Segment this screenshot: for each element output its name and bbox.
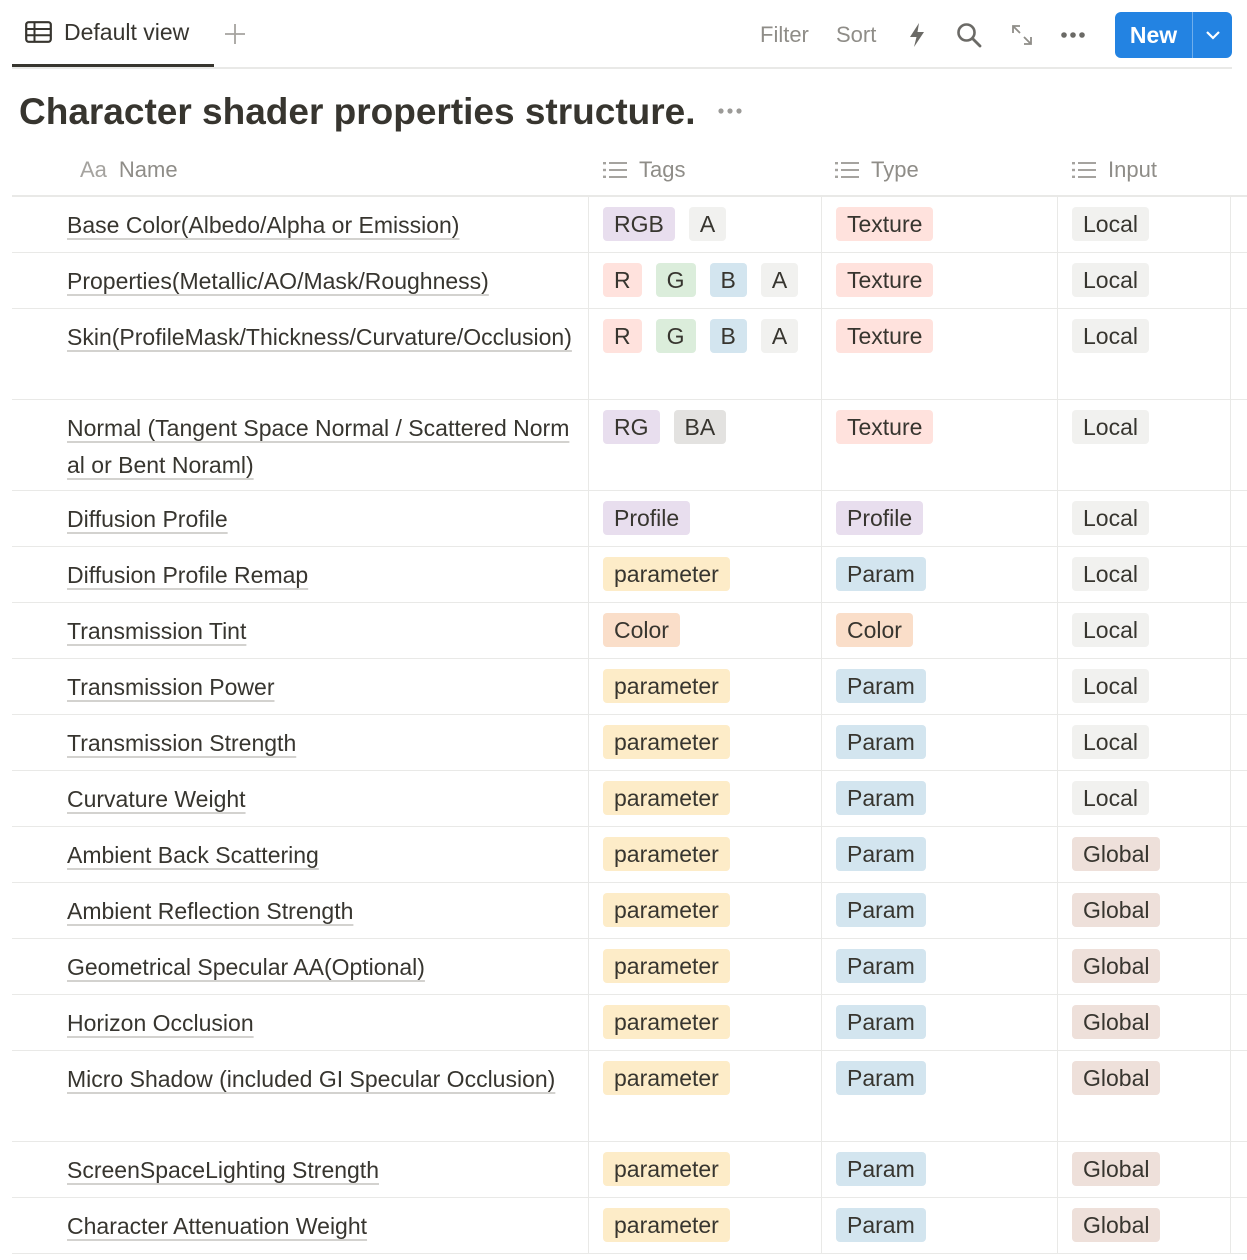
search-icon (956, 22, 982, 48)
row-title-link[interactable]: Character Attenuation Weight (67, 1213, 368, 1239)
table-header (12, 145, 1247, 197)
tag-pill: parameter (603, 669, 730, 703)
table-row[interactable] (12, 400, 1247, 491)
cell-name (12, 659, 588, 714)
cell-input[interactable] (1057, 883, 1230, 938)
tag-pill: RGB (603, 207, 675, 241)
tag-list (603, 1005, 821, 1039)
lightning-icon (907, 22, 927, 48)
cell-type[interactable] (821, 883, 1057, 938)
cell-name (12, 1051, 588, 1141)
row-title-link[interactable]: Ambient Back Scattering (67, 842, 319, 868)
cell-name (12, 1142, 588, 1197)
tag-pill: parameter (603, 1061, 730, 1095)
cell-input[interactable] (1057, 715, 1230, 770)
cell-name (12, 995, 588, 1050)
cell-name (12, 400, 588, 490)
tag-list (603, 1152, 821, 1186)
cell-tags[interactable] (588, 939, 821, 994)
cell-name (12, 309, 588, 399)
row-title-link[interactable]: Transmission Power (67, 674, 275, 700)
row-title-link[interactable]: Normal (Tangent Space Normal / Scattered Normal or Bent Noraml) (67, 415, 570, 478)
tag-list (603, 410, 821, 444)
cell-name (12, 253, 588, 308)
tag-list (603, 557, 821, 591)
tag-pill: G (656, 319, 696, 353)
cell-input[interactable] (1057, 547, 1230, 602)
tag-list (603, 1208, 821, 1242)
cell-tags[interactable] (588, 1051, 821, 1141)
cell-extra (1230, 827, 1247, 882)
cell-input[interactable] (1057, 603, 1230, 658)
cell-name (12, 491, 588, 546)
table-row[interactable] (12, 197, 1247, 253)
type-pill: Param (836, 781, 926, 815)
cell-input[interactable] (1057, 1198, 1230, 1253)
cell-tags[interactable] (588, 715, 821, 770)
row-title-link[interactable]: Base Color(Albedo/Alpha or Emission) (67, 212, 460, 238)
tag-list (603, 1061, 821, 1095)
table-row[interactable] (12, 491, 1247, 547)
type-pill: Param (836, 669, 926, 703)
cell-tags[interactable] (588, 659, 821, 714)
type-pill: Param (836, 1005, 926, 1039)
table-row[interactable] (12, 309, 1247, 400)
cell-type[interactable] (821, 1051, 1057, 1141)
row-title-link[interactable]: Curvature Weight (67, 786, 246, 812)
more-options-button[interactable] (1058, 20, 1088, 50)
row-title-link[interactable]: Properties(Metallic/AO/Mask/Roughness) (67, 268, 489, 294)
tag-pill: parameter (603, 837, 730, 871)
cell-name (12, 547, 588, 602)
row-title-link[interactable]: Geometrical Specular AA(Optional) (67, 954, 425, 980)
cell-input[interactable] (1057, 309, 1230, 399)
cell-extra (1230, 883, 1247, 938)
cell-tags[interactable] (588, 197, 821, 252)
view-toolbar (0, 0, 1247, 70)
plus-icon (224, 23, 246, 45)
cell-input[interactable] (1057, 491, 1230, 546)
input-pill: Local (1072, 263, 1149, 297)
cell-extra (1230, 1051, 1247, 1141)
table-row[interactable] (12, 995, 1247, 1051)
type-pill: Texture (836, 207, 933, 241)
automation-button[interactable] (902, 20, 932, 50)
more-dots-icon (717, 107, 743, 115)
type-pill: Param (836, 837, 926, 871)
cell-type[interactable] (821, 715, 1057, 770)
tag-list (603, 263, 821, 297)
column-header-label: Input (1108, 157, 1157, 182)
cell-name (12, 603, 588, 658)
type-pill: Param (836, 1061, 926, 1095)
cell-input[interactable] (1057, 659, 1230, 714)
cell-name (12, 197, 588, 252)
table-row[interactable] (12, 1051, 1247, 1142)
text-aa-icon: Aa (80, 157, 107, 182)
cell-extra (1230, 771, 1247, 826)
cell-type[interactable] (821, 197, 1057, 252)
cell-type[interactable] (821, 771, 1057, 826)
expand-arrows-icon (1010, 23, 1034, 47)
column-header-label: Name (118, 157, 178, 182)
cell-type[interactable] (821, 659, 1057, 714)
page-title: Character shader properties structure. (19, 91, 696, 132)
cell-extra (1230, 715, 1247, 770)
tag-pill: BA (674, 410, 727, 444)
cell-extra (1230, 491, 1247, 546)
tag-pill: A (761, 263, 798, 297)
row-title-link[interactable]: Diffusion Profile Remap (67, 562, 309, 588)
tag-list (603, 207, 821, 241)
list-icon (835, 161, 859, 179)
cell-input[interactable] (1057, 253, 1230, 308)
tag-pill: parameter (603, 725, 730, 759)
cell-extra (1230, 659, 1247, 714)
type-pill: Param (836, 1208, 926, 1242)
sort-button[interactable]: Sort (836, 22, 877, 47)
tag-list (603, 837, 821, 871)
input-pill: Global (1072, 1208, 1160, 1242)
column-header-name[interactable] (12, 145, 588, 195)
cell-tags[interactable] (588, 309, 821, 399)
input-pill: Global (1072, 837, 1160, 871)
tag-pill: parameter (603, 949, 730, 983)
tag-list (603, 669, 821, 703)
table-row[interactable] (12, 659, 1247, 715)
column-header-tags[interactable] (588, 145, 821, 195)
input-pill: Local (1072, 557, 1149, 591)
type-pill: Texture (836, 319, 933, 353)
table-icon (25, 21, 52, 43)
cell-name (12, 939, 588, 994)
cell-tags[interactable] (588, 771, 821, 826)
expand-button[interactable] (1007, 20, 1037, 50)
row-title-link[interactable]: ScreenSpaceLighting Strength (67, 1157, 379, 1183)
filter-button[interactable]: Filter (760, 22, 809, 47)
cell-tags[interactable] (588, 253, 821, 308)
cell-extra (1230, 939, 1247, 994)
cell-tags[interactable] (588, 827, 821, 882)
tag-list (603, 501, 821, 535)
cell-type[interactable] (821, 491, 1057, 546)
cell-tags[interactable] (588, 995, 821, 1050)
cell-input[interactable] (1057, 939, 1230, 994)
input-pill: Global (1072, 949, 1160, 983)
cell-tags[interactable] (588, 603, 821, 658)
input-pill: Global (1072, 1061, 1160, 1095)
input-pill: Local (1072, 613, 1149, 647)
tag-pill: R (603, 263, 642, 297)
cell-input[interactable] (1057, 771, 1230, 826)
cell-extra (1230, 1142, 1247, 1197)
column-header-label: Type (871, 157, 919, 182)
tag-pill: parameter (603, 1005, 730, 1039)
row-title-link[interactable]: Skin(ProfileMask/Thickness/Curvature/Occlusion) (67, 324, 572, 350)
cell-tags[interactable] (588, 400, 821, 490)
search-button[interactable] (954, 20, 984, 50)
tag-pill: parameter (603, 557, 730, 591)
row-title-link[interactable]: Ambient Reflection Strength (67, 898, 354, 924)
cell-input[interactable] (1057, 197, 1230, 252)
cell-tags[interactable] (588, 491, 821, 546)
database-table (12, 145, 1247, 1254)
input-pill: Global (1072, 893, 1160, 927)
cell-type[interactable] (821, 603, 1057, 658)
new-button-dropdown[interactable] (1193, 12, 1232, 58)
cell-input[interactable] (1057, 1051, 1230, 1141)
tag-pill: parameter (603, 1208, 730, 1242)
table-row[interactable] (12, 253, 1247, 309)
new-button-main[interactable]: New (1129, 21, 1178, 48)
table-body (12, 197, 1247, 1254)
tag-pill: A (689, 207, 726, 241)
cell-extra (1230, 197, 1247, 252)
table-row[interactable] (12, 883, 1247, 939)
chevron-down-icon (1205, 30, 1221, 40)
cell-name (12, 883, 588, 938)
tag-pill: Color (603, 613, 680, 647)
cell-name (12, 771, 588, 826)
cell-tags[interactable] (588, 1142, 821, 1197)
cell-input[interactable] (1057, 995, 1230, 1050)
tag-list (603, 725, 821, 759)
title-more-button[interactable] (714, 98, 746, 124)
cell-name (12, 1198, 588, 1253)
cell-type[interactable] (821, 400, 1057, 490)
input-pill: Local (1072, 725, 1149, 759)
column-header-input[interactable] (1057, 145, 1230, 195)
tag-list (603, 613, 821, 647)
cell-type[interactable] (821, 1142, 1057, 1197)
cell-tags[interactable] (588, 1198, 821, 1253)
add-view-button[interactable] (220, 16, 250, 52)
tag-list (603, 893, 821, 927)
tag-pill: parameter (603, 781, 730, 815)
table-row[interactable] (12, 1198, 1247, 1254)
input-pill: Global (1072, 1005, 1160, 1039)
table-row[interactable] (12, 939, 1247, 995)
type-pill: Texture (836, 410, 933, 444)
input-pill: Local (1072, 781, 1149, 815)
list-icon (1072, 161, 1096, 179)
type-pill: Param (836, 725, 926, 759)
tag-pill: B (710, 263, 747, 297)
type-pill: Texture (836, 263, 933, 297)
tag-pill: R (603, 319, 642, 353)
table-row[interactable] (12, 715, 1247, 771)
tag-pill: G (656, 263, 696, 297)
new-button (1115, 12, 1232, 58)
cell-input[interactable] (1057, 400, 1230, 490)
cell-type[interactable] (821, 547, 1057, 602)
toolbar-divider (12, 67, 1232, 69)
tag-list (603, 949, 821, 983)
cell-extra (1230, 309, 1247, 399)
cell-type[interactable] (821, 939, 1057, 994)
cell-type[interactable] (821, 253, 1057, 308)
type-pill: Color (836, 613, 913, 647)
cell-extra (1230, 603, 1247, 658)
input-pill: Local (1072, 319, 1149, 353)
table-row[interactable] (12, 771, 1247, 827)
list-icon (603, 161, 627, 179)
column-header-label: Tags (639, 157, 686, 182)
cell-name (12, 715, 588, 770)
table-row[interactable] (12, 603, 1247, 659)
row-title-link[interactable]: Transmission Tint (67, 618, 247, 644)
tab-default-view[interactable] (12, 0, 214, 67)
tag-pill: B (710, 319, 747, 353)
input-pill: Local (1072, 207, 1149, 241)
type-pill: Profile (836, 501, 923, 535)
input-pill: Global (1072, 1152, 1160, 1186)
row-title-link[interactable]: Horizon Occlusion (67, 1010, 254, 1036)
tag-pill: parameter (603, 1152, 730, 1186)
cell-extra (1230, 995, 1247, 1050)
row-title-link[interactable]: Diffusion Profile (67, 506, 228, 532)
cell-type[interactable] (821, 1198, 1057, 1253)
cell-extra (1230, 1198, 1247, 1253)
cell-input[interactable] (1057, 1142, 1230, 1197)
cell-type[interactable] (821, 827, 1057, 882)
cell-extra (1230, 253, 1247, 308)
tab-default-view-label: Default view (64, 18, 190, 45)
column-header-type[interactable] (821, 145, 1057, 195)
cell-tags[interactable] (588, 547, 821, 602)
input-pill: Local (1072, 501, 1149, 535)
type-pill: Param (836, 949, 926, 983)
tag-list (603, 781, 821, 815)
input-pill: Local (1072, 669, 1149, 703)
cell-type[interactable] (821, 309, 1057, 399)
table-row[interactable] (12, 547, 1247, 603)
tag-pill: parameter (603, 893, 730, 927)
row-title-link[interactable]: Micro Shadow (included GI Specular Occlusion) (67, 1066, 556, 1092)
cell-extra (1230, 400, 1247, 490)
cell-tags[interactable] (588, 883, 821, 938)
tag-list (603, 319, 821, 353)
more-dots-icon (1060, 31, 1086, 39)
table-row[interactable] (12, 1142, 1247, 1198)
tag-pill: A (761, 319, 798, 353)
tag-pill: Profile (603, 501, 690, 535)
type-pill: Param (836, 893, 926, 927)
cell-input[interactable] (1057, 827, 1230, 882)
row-title-link[interactable]: Transmission Strength (67, 730, 297, 756)
cell-name (12, 827, 588, 882)
cell-type[interactable] (821, 995, 1057, 1050)
type-pill: Param (836, 557, 926, 591)
input-pill: Local (1072, 410, 1149, 444)
table-row[interactable] (12, 827, 1247, 883)
type-pill: Param (836, 1152, 926, 1186)
tag-pill: RG (603, 410, 660, 444)
cell-extra (1230, 547, 1247, 602)
